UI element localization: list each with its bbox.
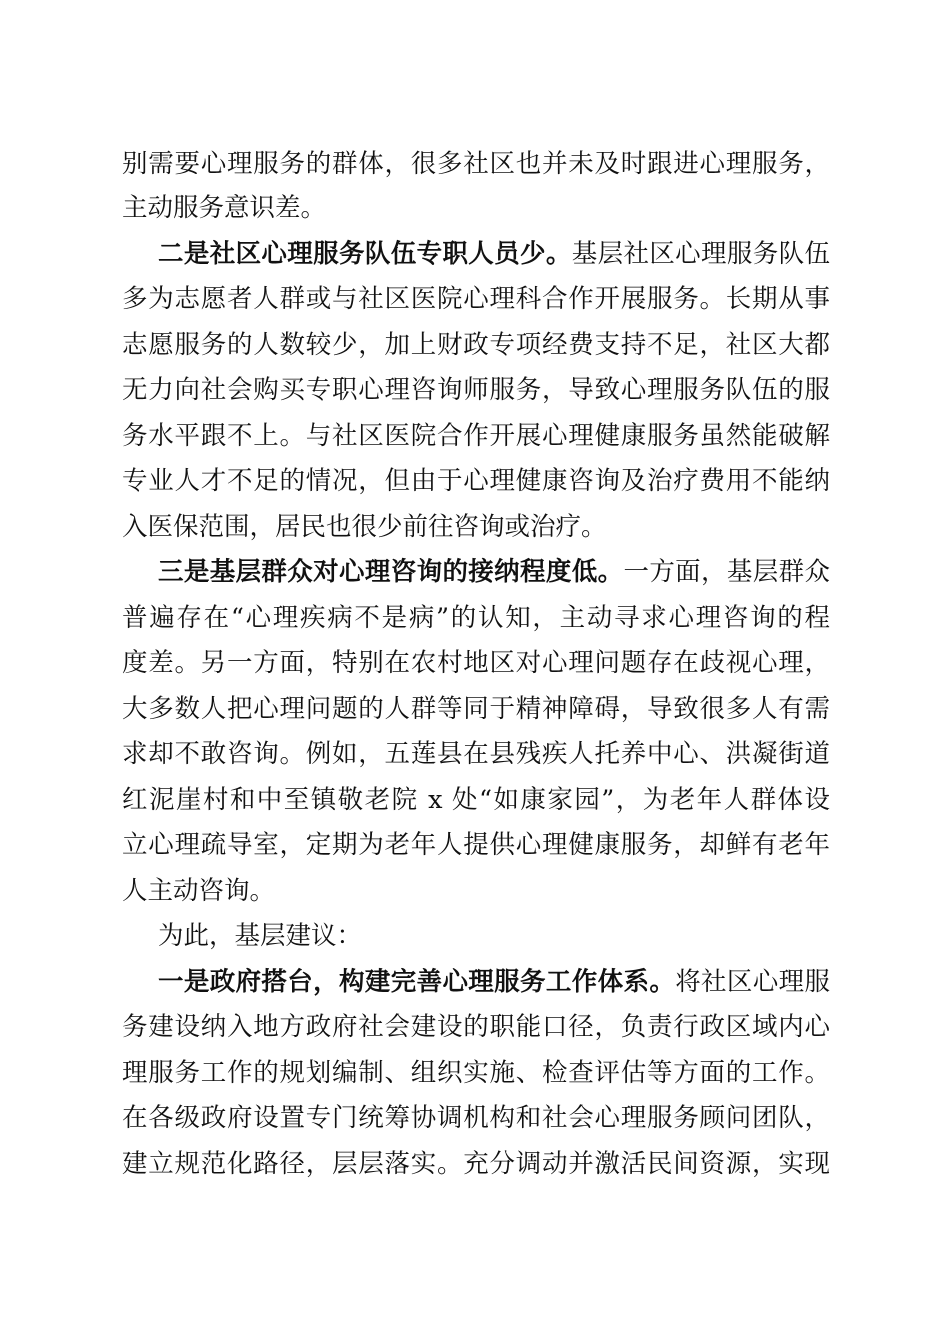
text-line — [158, 552, 830, 592]
text-segment: 在各级政府设置专门统筹协调机构和社会心理服务顾问团队， — [122, 1103, 830, 1133]
text-segment: 务建设纳入地方政府社会建设的职能口径，负责行政区域内心 — [122, 1012, 830, 1042]
text-line — [122, 144, 830, 184]
text-line — [122, 279, 830, 319]
text-segment: 别需要心理服务的群体，很多社区也并未及时跟进心理服务， — [122, 149, 830, 179]
text-line — [122, 689, 830, 729]
text-segment: 多为志愿者人群或与社区医院心理科合作开展服务。长期从事 — [122, 284, 830, 314]
text-line — [122, 598, 830, 638]
text-segment: 志愿服务的人数较少，加上财政专项经费支持不足，社区大都 — [122, 330, 830, 360]
paragraph-heading: 二是社区心理服务队伍专职人员少。 — [158, 239, 572, 269]
text-line — [122, 643, 830, 683]
text-segment: 主动服务意识差。 — [122, 193, 327, 223]
text-line — [158, 962, 830, 1002]
text-segment: 大多数人把心理问题的人群等同于精神障碍，导致很多人有需 — [122, 694, 830, 724]
text-segment: 入医保范围，居民也很少前往咨询或治疗。 — [122, 512, 607, 542]
paragraph-heading: 三是基层群众对心理咨询的接纳程度低。 — [158, 557, 624, 587]
text-line — [122, 1144, 830, 1184]
text-segment: 务水平跟不上。与社区医院合作开展心理健康服务虽然能破解 — [122, 421, 830, 451]
text-segment: 无力向社会购买专职心理咨询师服务，导致心理服务队伍的服 — [122, 375, 830, 405]
text-line — [122, 507, 830, 547]
text-segment: 理服务工作的规划编制、组织实施、检查评估等方面的工作。 — [122, 1058, 830, 1088]
text-segment: 普遍存在“心理疾病不是病”的认知，主动寻求心理咨询的程 — [122, 603, 830, 633]
text-line — [122, 780, 830, 820]
text-segment: 一方面，基层群众 — [623, 557, 830, 587]
text-line — [122, 416, 830, 456]
paragraph-heading: 一是政府搭台，构建完善心理服务工作体系。 — [158, 967, 676, 997]
text-line — [122, 325, 830, 365]
text-segment: 度差。另一方面，特别在农村地区对心理问题存在歧视心理， — [122, 648, 830, 678]
text-line — [122, 1007, 830, 1047]
text-segment: 专业人才不足的情况，但由于心理健康咨询及治疗费用不能纳 — [122, 466, 830, 496]
text-segment: 人主动咨询。 — [122, 876, 276, 906]
text-line — [122, 734, 830, 774]
text-segment: 为此，基层建议： — [158, 921, 363, 951]
text-segment: 建立规范化路径，层层落实。充分调动并激活民间资源，实现 — [122, 1149, 830, 1179]
text-line — [122, 370, 830, 410]
text-line — [122, 825, 830, 865]
text-line — [122, 188, 830, 228]
text-line — [158, 234, 830, 274]
text-line — [122, 1098, 830, 1138]
text-segment: 立心理疏导室，定期为老年人提供心理健康服务，却鲜有老年 — [122, 830, 830, 860]
text-segment: 求却不敢咨询。例如，五莲县在县残疾人托养中心、洪凝街道 — [122, 739, 830, 769]
text-line — [122, 461, 830, 501]
text-segment: 将社区心理服 — [675, 967, 830, 997]
text-line — [122, 871, 830, 911]
text-segment: 基层社区心理服务队伍 — [571, 239, 830, 269]
text-line — [158, 916, 830, 956]
text-segment: 红泥崖村和中至镇敬老院 x 处“如康家园”，为老年人群体设 — [122, 785, 830, 815]
text-line — [122, 1053, 830, 1093]
